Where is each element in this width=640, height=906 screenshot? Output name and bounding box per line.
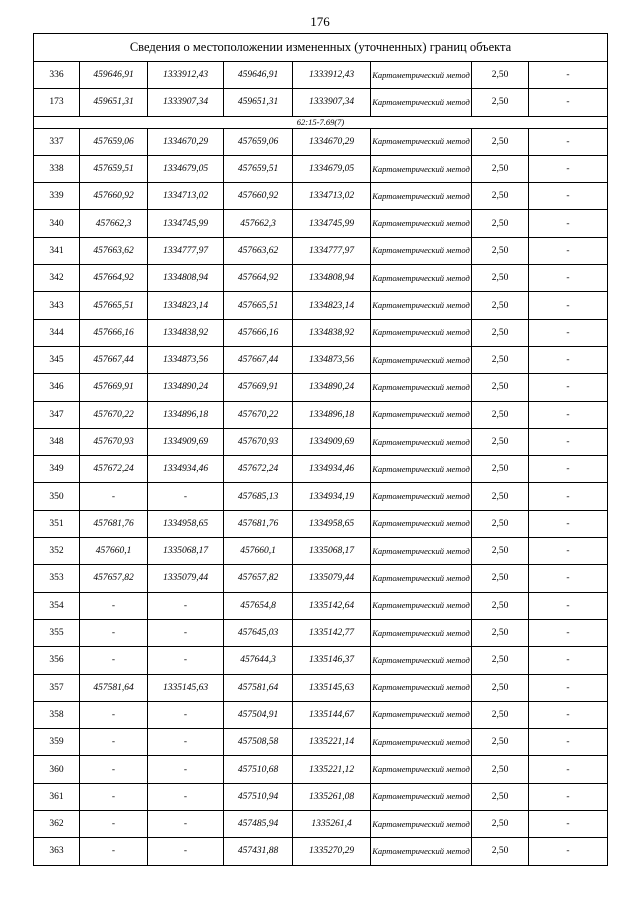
new-x-cell: 457685,13 xyxy=(224,483,293,510)
accuracy-cell: 2,50 xyxy=(472,374,529,401)
table-row xyxy=(34,701,608,728)
new-y-cell: 1334823,14 xyxy=(293,292,371,319)
old-x-cell: 457672,24 xyxy=(80,456,148,483)
old-x-cell: - xyxy=(80,729,148,756)
new-x-cell: 457662,3 xyxy=(224,210,293,237)
new-x-cell: 457670,93 xyxy=(224,428,293,455)
description-cell: - xyxy=(529,729,608,756)
section-label: 62:15-7.69(7) xyxy=(34,116,608,128)
table-row xyxy=(34,346,608,373)
new-y-cell: 1335261,4 xyxy=(293,811,371,838)
table-row xyxy=(34,838,608,865)
new-y-cell: 1335270,29 xyxy=(293,838,371,865)
new-y-cell: 1334873,56 xyxy=(293,346,371,373)
accuracy-cell: 2,50 xyxy=(472,510,529,537)
accuracy-cell: 2,50 xyxy=(472,701,529,728)
old-x-cell: - xyxy=(80,483,148,510)
description-cell: - xyxy=(529,811,608,838)
old-y-cell: 1335068,17 xyxy=(148,538,224,565)
point-number-cell: 336 xyxy=(34,62,80,89)
new-y-cell: 1335146,37 xyxy=(293,647,371,674)
table-row xyxy=(34,155,608,182)
point-number-cell: 362 xyxy=(34,811,80,838)
old-x-cell: 457681,76 xyxy=(80,510,148,537)
method-cell: Картометрический метод xyxy=(371,756,472,783)
table-row xyxy=(34,265,608,292)
table-row xyxy=(34,756,608,783)
method-cell: Картометрический метод xyxy=(371,701,472,728)
table-row xyxy=(34,428,608,455)
new-x-cell: 457663,62 xyxy=(224,237,293,264)
new-y-cell: 1333907,34 xyxy=(293,89,371,116)
method-cell: Картометрический метод xyxy=(371,62,472,89)
point-number-cell: 342 xyxy=(34,265,80,292)
new-x-cell: 459651,31 xyxy=(224,89,293,116)
old-y-cell: - xyxy=(148,592,224,619)
table-row xyxy=(34,538,608,565)
new-x-cell: 457644,3 xyxy=(224,647,293,674)
point-number-cell: 345 xyxy=(34,346,80,373)
new-y-cell: 1335144,67 xyxy=(293,701,371,728)
old-x-cell: 457581,64 xyxy=(80,674,148,701)
new-y-cell: 1334777,97 xyxy=(293,237,371,264)
new-y-cell: 1335221,14 xyxy=(293,729,371,756)
table-row xyxy=(34,401,608,428)
point-number-cell: 341 xyxy=(34,237,80,264)
description-cell: - xyxy=(529,647,608,674)
accuracy-cell: 2,50 xyxy=(472,729,529,756)
table-title: Сведения о местоположении измененных (уточненных) границ объекта xyxy=(34,34,608,62)
accuracy-cell: 2,50 xyxy=(472,538,529,565)
method-cell: Картометрический метод xyxy=(371,265,472,292)
accuracy-cell: 2,50 xyxy=(472,456,529,483)
description-cell: - xyxy=(529,428,608,455)
point-number-cell: 344 xyxy=(34,319,80,346)
method-cell: Картометрический метод xyxy=(371,319,472,346)
old-x-cell: 457666,16 xyxy=(80,319,148,346)
page-number: 176 xyxy=(310,14,330,29)
point-number-cell: 361 xyxy=(34,783,80,810)
new-x-cell: 457508,58 xyxy=(224,729,293,756)
old-y-cell: 1334808,94 xyxy=(148,265,224,292)
accuracy-cell: 2,50 xyxy=(472,674,529,701)
new-x-cell: 457672,24 xyxy=(224,456,293,483)
method-cell: Картометрический метод xyxy=(371,428,472,455)
method-cell: Картометрический метод xyxy=(371,128,472,155)
method-cell: Картометрический метод xyxy=(371,292,472,319)
new-y-cell: 1335145,63 xyxy=(293,674,371,701)
old-y-cell: - xyxy=(148,838,224,865)
table-row xyxy=(34,674,608,701)
description-cell: - xyxy=(529,62,608,89)
old-x-cell: - xyxy=(80,838,148,865)
new-y-cell: 1335261,08 xyxy=(293,783,371,810)
new-x-cell: 457664,92 xyxy=(224,265,293,292)
point-number-cell: 363 xyxy=(34,838,80,865)
method-cell: Картометрический метод xyxy=(371,674,472,701)
method-cell: Картометрический метод xyxy=(371,619,472,646)
table-row xyxy=(34,292,608,319)
new-y-cell: 1335142,77 xyxy=(293,619,371,646)
old-y-cell: - xyxy=(148,701,224,728)
new-x-cell: 457681,76 xyxy=(224,510,293,537)
old-y-cell: 1333912,43 xyxy=(148,62,224,89)
old-x-cell: 457660,1 xyxy=(80,538,148,565)
table-row xyxy=(34,565,608,592)
new-x-cell: 457485,94 xyxy=(224,811,293,838)
table-row xyxy=(34,619,608,646)
old-y-cell: 1335079,44 xyxy=(148,565,224,592)
table-row xyxy=(34,183,608,210)
old-y-cell: - xyxy=(148,483,224,510)
old-x-cell: 457664,92 xyxy=(80,265,148,292)
old-y-cell: 1334838,92 xyxy=(148,319,224,346)
point-number-cell: 348 xyxy=(34,428,80,455)
new-y-cell: 1334896,18 xyxy=(293,401,371,428)
method-cell: Картометрический метод xyxy=(371,346,472,373)
new-y-cell: 1334909,69 xyxy=(293,428,371,455)
accuracy-cell: 2,50 xyxy=(472,89,529,116)
method-cell: Картометрический метод xyxy=(371,538,472,565)
point-number-cell: 355 xyxy=(34,619,80,646)
old-y-cell: 1334679,05 xyxy=(148,155,224,182)
old-y-cell: - xyxy=(148,811,224,838)
table-row xyxy=(34,237,608,264)
new-y-cell: 1335079,44 xyxy=(293,565,371,592)
method-cell: Картометрический метод xyxy=(371,565,472,592)
table-row xyxy=(34,210,608,237)
point-number-cell: 359 xyxy=(34,729,80,756)
new-x-cell: 457659,51 xyxy=(224,155,293,182)
accuracy-cell: 2,50 xyxy=(472,647,529,674)
table-row xyxy=(34,128,608,155)
new-y-cell: 1333912,43 xyxy=(293,62,371,89)
description-cell: - xyxy=(529,401,608,428)
new-x-cell: 457504,91 xyxy=(224,701,293,728)
new-x-cell: 457660,92 xyxy=(224,183,293,210)
point-number-cell: 340 xyxy=(34,210,80,237)
old-y-cell: 1334713,02 xyxy=(148,183,224,210)
table-row xyxy=(34,483,608,510)
method-cell: Картометрический метод xyxy=(371,237,472,264)
table-row xyxy=(34,510,608,537)
new-y-cell: 1334713,02 xyxy=(293,183,371,210)
old-x-cell: 457660,92 xyxy=(80,183,148,210)
method-cell: Картометрический метод xyxy=(371,811,472,838)
table-row xyxy=(34,374,608,401)
old-y-cell: 1334777,97 xyxy=(148,237,224,264)
description-cell: - xyxy=(529,89,608,116)
method-cell: Картометрический метод xyxy=(371,89,472,116)
description-cell: - xyxy=(529,237,608,264)
description-cell: - xyxy=(529,292,608,319)
description-cell: - xyxy=(529,210,608,237)
old-y-cell: - xyxy=(148,783,224,810)
description-cell: - xyxy=(529,374,608,401)
old-x-cell: - xyxy=(80,811,148,838)
method-cell: Картометрический метод xyxy=(371,483,472,510)
accuracy-cell: 2,50 xyxy=(472,237,529,264)
point-number-cell: 351 xyxy=(34,510,80,537)
point-number-cell: 346 xyxy=(34,374,80,401)
boundary-coordinates-table xyxy=(33,33,608,866)
old-x-cell: 457657,82 xyxy=(80,565,148,592)
accuracy-cell: 2,50 xyxy=(472,210,529,237)
new-y-cell: 1334808,94 xyxy=(293,265,371,292)
description-cell: - xyxy=(529,619,608,646)
old-x-cell: - xyxy=(80,592,148,619)
old-x-cell: 459646,91 xyxy=(80,62,148,89)
method-cell: Картометрический метод xyxy=(371,838,472,865)
description-cell: - xyxy=(529,346,608,373)
table-row xyxy=(34,647,608,674)
accuracy-cell: 2,50 xyxy=(472,811,529,838)
old-x-cell: - xyxy=(80,619,148,646)
description-cell: - xyxy=(529,155,608,182)
point-number-cell: 339 xyxy=(34,183,80,210)
accuracy-cell: 2,50 xyxy=(472,62,529,89)
point-number-cell: 360 xyxy=(34,756,80,783)
accuracy-cell: 2,50 xyxy=(472,155,529,182)
description-cell: - xyxy=(529,565,608,592)
old-y-cell: 1334934,46 xyxy=(148,456,224,483)
method-cell: Картометрический метод xyxy=(371,729,472,756)
old-y-cell: 1335145,63 xyxy=(148,674,224,701)
accuracy-cell: 2,50 xyxy=(472,483,529,510)
new-x-cell: 457657,82 xyxy=(224,565,293,592)
accuracy-cell: 2,50 xyxy=(472,565,529,592)
new-y-cell: 1334934,19 xyxy=(293,483,371,510)
accuracy-cell: 2,50 xyxy=(472,346,529,373)
new-x-cell: 457581,64 xyxy=(224,674,293,701)
new-y-cell: 1334890,24 xyxy=(293,374,371,401)
old-x-cell: 457669,91 xyxy=(80,374,148,401)
old-y-cell: 1334909,69 xyxy=(148,428,224,455)
description-cell: - xyxy=(529,456,608,483)
old-y-cell: 1334873,56 xyxy=(148,346,224,373)
method-cell: Картометрический метод xyxy=(371,592,472,619)
new-x-cell: 457659,06 xyxy=(224,128,293,155)
old-y-cell: - xyxy=(148,619,224,646)
old-y-cell: 1333907,34 xyxy=(148,89,224,116)
description-cell: - xyxy=(529,783,608,810)
new-x-cell: 457431,88 xyxy=(224,838,293,865)
old-y-cell: 1334958,65 xyxy=(148,510,224,537)
point-number-cell: 173 xyxy=(34,89,80,116)
accuracy-cell: 2,50 xyxy=(472,265,529,292)
point-number-cell: 338 xyxy=(34,155,80,182)
method-cell: Картометрический метод xyxy=(371,374,472,401)
point-number-cell: 353 xyxy=(34,565,80,592)
description-cell: - xyxy=(529,592,608,619)
point-number-cell: 356 xyxy=(34,647,80,674)
accuracy-cell: 2,50 xyxy=(472,592,529,619)
point-number-cell: 350 xyxy=(34,483,80,510)
old-x-cell: 457662,3 xyxy=(80,210,148,237)
description-cell: - xyxy=(529,510,608,537)
table-body xyxy=(34,34,608,866)
new-x-cell: 459646,91 xyxy=(224,62,293,89)
old-x-cell: - xyxy=(80,647,148,674)
accuracy-cell: 2,50 xyxy=(472,838,529,865)
description-cell: - xyxy=(529,319,608,346)
new-y-cell: 1335142,64 xyxy=(293,592,371,619)
new-x-cell: 457667,44 xyxy=(224,346,293,373)
method-cell: Картометрический метод xyxy=(371,510,472,537)
table-row xyxy=(34,89,608,116)
old-y-cell: - xyxy=(148,729,224,756)
new-y-cell: 1335068,17 xyxy=(293,538,371,565)
accuracy-cell: 2,50 xyxy=(472,183,529,210)
description-cell: - xyxy=(529,756,608,783)
accuracy-cell: 2,50 xyxy=(472,756,529,783)
new-x-cell: 457654,8 xyxy=(224,592,293,619)
description-cell: - xyxy=(529,265,608,292)
method-cell: Картометрический метод xyxy=(371,183,472,210)
table-row xyxy=(34,592,608,619)
accuracy-cell: 2,50 xyxy=(472,128,529,155)
old-x-cell: 457659,51 xyxy=(80,155,148,182)
new-x-cell: 457645,03 xyxy=(224,619,293,646)
method-cell: Картометрический метод xyxy=(371,647,472,674)
point-number-cell: 347 xyxy=(34,401,80,428)
old-x-cell: 457659,06 xyxy=(80,128,148,155)
old-y-cell: 1334896,18 xyxy=(148,401,224,428)
old-y-cell: 1334823,14 xyxy=(148,292,224,319)
new-y-cell: 1334745,99 xyxy=(293,210,371,237)
method-cell: Картометрический метод xyxy=(371,210,472,237)
description-cell: - xyxy=(529,483,608,510)
new-y-cell: 1335221,12 xyxy=(293,756,371,783)
new-x-cell: 457666,16 xyxy=(224,319,293,346)
table-row xyxy=(34,783,608,810)
old-x-cell: 457667,44 xyxy=(80,346,148,373)
old-y-cell: - xyxy=(148,647,224,674)
new-y-cell: 1334934,46 xyxy=(293,456,371,483)
old-y-cell: 1334890,24 xyxy=(148,374,224,401)
accuracy-cell: 2,50 xyxy=(472,428,529,455)
accuracy-cell: 2,50 xyxy=(472,619,529,646)
method-cell: Картометрический метод xyxy=(371,783,472,810)
accuracy-cell: 2,50 xyxy=(472,319,529,346)
old-y-cell: 1334745,99 xyxy=(148,210,224,237)
table-row xyxy=(34,811,608,838)
table-title-row xyxy=(34,34,608,62)
description-cell: - xyxy=(529,183,608,210)
table-row xyxy=(34,62,608,89)
method-cell: Картометрический метод xyxy=(371,401,472,428)
new-x-cell: 457670,22 xyxy=(224,401,293,428)
new-x-cell: 457669,91 xyxy=(224,374,293,401)
old-x-cell: - xyxy=(80,756,148,783)
method-cell: Картометрический метод xyxy=(371,155,472,182)
accuracy-cell: 2,50 xyxy=(472,292,529,319)
accuracy-cell: 2,50 xyxy=(472,783,529,810)
description-cell: - xyxy=(529,838,608,865)
description-cell: - xyxy=(529,674,608,701)
description-cell: - xyxy=(529,701,608,728)
table-row xyxy=(34,729,608,756)
old-x-cell: 459651,31 xyxy=(80,89,148,116)
new-y-cell: 1334958,65 xyxy=(293,510,371,537)
old-x-cell: 457663,62 xyxy=(80,237,148,264)
old-x-cell: 457670,93 xyxy=(80,428,148,455)
point-number-cell: 352 xyxy=(34,538,80,565)
new-y-cell: 1334679,05 xyxy=(293,155,371,182)
point-number-cell: 349 xyxy=(34,456,80,483)
table-row xyxy=(34,456,608,483)
table-row xyxy=(34,319,608,346)
point-number-cell: 354 xyxy=(34,592,80,619)
accuracy-cell: 2,50 xyxy=(472,401,529,428)
old-y-cell: 1334670,29 xyxy=(148,128,224,155)
description-cell: - xyxy=(529,128,608,155)
point-number-cell: 337 xyxy=(34,128,80,155)
new-y-cell: 1334838,92 xyxy=(293,319,371,346)
new-x-cell: 457665,51 xyxy=(224,292,293,319)
new-x-cell: 457660,1 xyxy=(224,538,293,565)
section-row xyxy=(34,116,608,128)
point-number-cell: 358 xyxy=(34,701,80,728)
new-x-cell: 457510,94 xyxy=(224,783,293,810)
method-cell: Картометрический метод xyxy=(371,456,472,483)
new-x-cell: 457510,68 xyxy=(224,756,293,783)
point-number-cell: 343 xyxy=(34,292,80,319)
old-y-cell: - xyxy=(148,756,224,783)
old-x-cell: - xyxy=(80,783,148,810)
old-x-cell: - xyxy=(80,701,148,728)
old-x-cell: 457665,51 xyxy=(80,292,148,319)
new-y-cell: 1334670,29 xyxy=(293,128,371,155)
description-cell: - xyxy=(529,538,608,565)
old-x-cell: 457670,22 xyxy=(80,401,148,428)
point-number-cell: 357 xyxy=(34,674,80,701)
